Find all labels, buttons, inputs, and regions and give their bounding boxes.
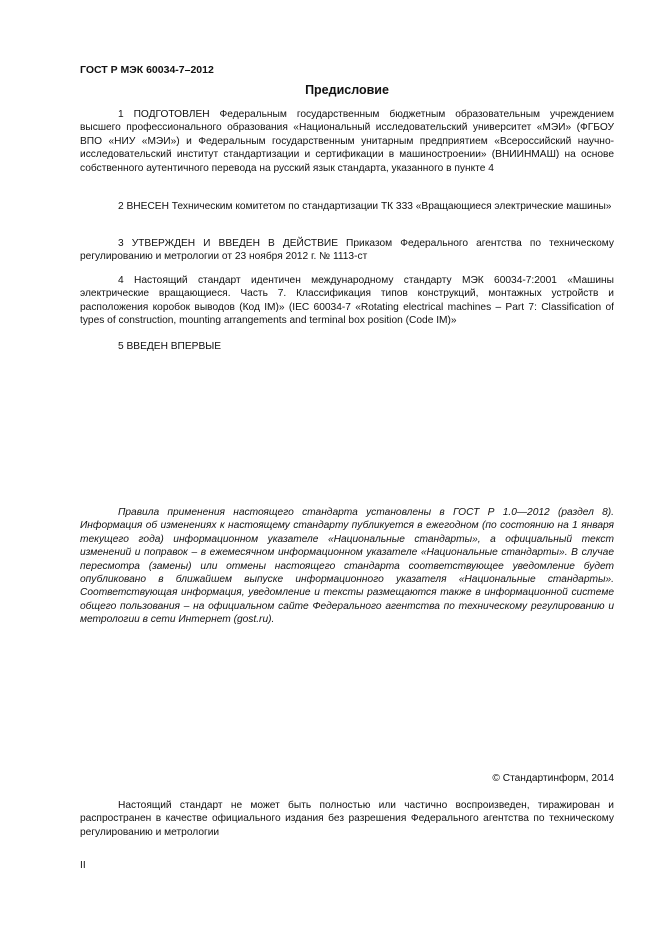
document-id-header: ГОСТ Р МЭК 60034-7–2012 (80, 64, 214, 76)
reproduction-notice: Настоящий стандарт не может быть полностью или частично воспроизведен, тиражирован и распространен в качестве официального издания без разрешения Федерального агентства по техническому регулированию и метрологии (80, 800, 614, 838)
page-number: II (80, 860, 86, 871)
paragraph-submitted-by: 2 ВНЕСЕН Техническим комитетом по стандартизации ТК 333 «Вращающиеся электрические машины» (118, 201, 612, 212)
copyright: © Стандартинформ, 2014 (492, 773, 614, 784)
paragraph-identical-standard: 4 Настоящий стандарт идентичен международному стандарту МЭК 60034-7:2001 «Машины электрические вращающиеся. Часть 7. Классификация типов конструкций, монтажных устройств и расположения коробок выводов (Код IM)» (IEC 60034-7 «Rotating electrical machines – Part 7: Classification of types of construction, mounting arrangements and terminal box position (Code IM)» (80, 275, 614, 327)
page-title: Предисловие (305, 83, 389, 97)
application-rules-notice: Правила применения настоящего стандарта установлены в ГОСТ Р 1.0—2012 (раздел 8). Информация об изменениях к настоящему стандарту публикуется в ежегодном (по состоянию на 1 января текущего года) информационном указателе «Национальные стандарты», а официальный текст изменений и поправок – в ежемесячном информационном указателе «Национальные стандарты». В случае пересмотра (замены) или отмены настоящего стандарта соответствующее уведомление будет опубликовано в ближайшем выпуске информационного указателя «Национальные стандарты». Соответствующая информация, уведомление и тексты размещаются также в информационной системе общего пользования – на официальном сайте Федерального агентства по техническому регулированию и метрологии в сети Интернет (gost.ru). (80, 507, 614, 626)
paragraph-approved: 3 УТВЕРЖДЕН И ВВЕДЕН В ДЕЙСТВИЕ Приказом Федерального агентства по техническому регулированию и метрологии от 23 ноября 2012 г. № 1113-ст (80, 238, 614, 263)
paragraph-prepared-by: 1 ПОДГОТОВЛЕН Федеральным государственным бюджетным образовательным учреждением высшего профессионального образования «Национальный исследовательский университет «МЭИ» (ФГБОУ ВПО «НИУ «МЭИ») и Федеральным государственным унитарным предприятием «Всероссийский научно-исследовательский институт стандартизации и сертификации в машиностроении» (ВНИИНМАШ) на основе собственного аутентичного перевода на русский язык стандарта, указанного в пункте 4 (80, 109, 614, 174)
paragraph-introduced-first: 5 ВВЕДЕН ВПЕРВЫЕ (118, 341, 222, 352)
